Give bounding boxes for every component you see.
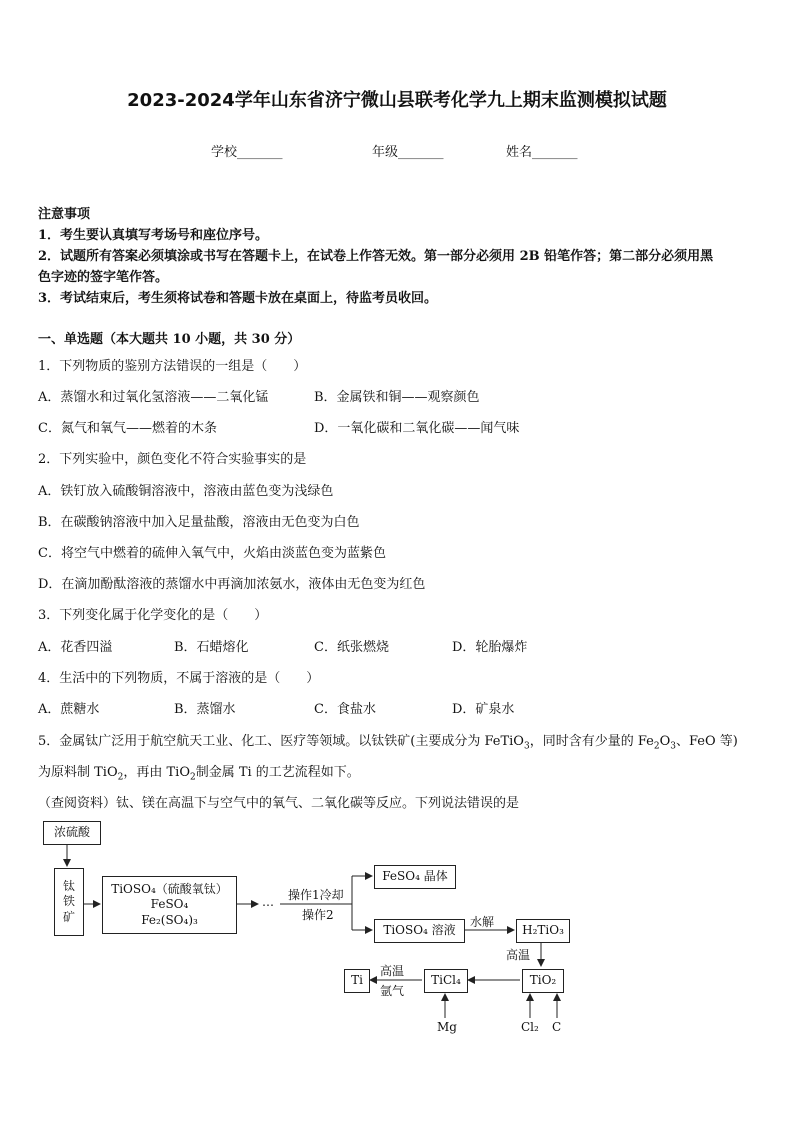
feso4-crystal-box: FeSO₄ 晶体 <box>374 865 456 889</box>
option-b: B．在碳酸钠溶液中加入足量盐酸，溶液由无色变为白色 <box>38 515 360 530</box>
high-temp-label: 高温 <box>506 948 531 962</box>
titanium-box: Ti <box>344 969 370 993</box>
section-heading: 一、单选题（本大题共 10 小题，共 30 分） <box>38 332 301 347</box>
operation1-label: 操作1冷却 <box>288 888 344 902</box>
notice-item: 色字迹的签字笔作答。 <box>38 270 169 285</box>
question-stem: 3．下列变化属于化学变化的是（ ） <box>38 608 268 623</box>
option-c: C．食盐水 <box>314 702 376 717</box>
ilmenite-box: 钛 铁 矿 <box>54 868 84 936</box>
option-c: C．将空气中燃着的硫伸入氧气中，火焰由淡蓝色变为蓝紫色 <box>38 546 386 561</box>
option-a: A．蔗糖水 <box>38 702 100 717</box>
notice-item: 3．考试结束后，考生须将试卷和答题卡放在桌面上，待监考员收回。 <box>38 291 438 306</box>
option-c: C．氮气和氧气——燃着的木条 <box>38 421 217 436</box>
option-b: B．蒸馏水 <box>174 702 236 717</box>
argon-label: 氩气 <box>380 984 405 998</box>
h2tio3-box: H₂TiO₃ <box>516 919 570 943</box>
option-b: B．石蜡熔化 <box>174 640 249 655</box>
option-d: D．在滴加酚酞溶液的蒸馏水中再滴加浓氨水，液体由无色变为红色 <box>38 577 426 592</box>
option-d: D．一氧化碳和二氧化碳——闻气味 <box>314 421 520 436</box>
carbon-label: C <box>552 1020 562 1034</box>
tioso4-solution-box: TiOSO₄ 溶液 <box>374 919 465 943</box>
page-title: 2023-2024学年山东省济宁微山县联考化学九上期末监测模拟试题 <box>127 90 667 111</box>
high-temp-label: 高温 <box>380 964 405 978</box>
name-field: 姓名_______ <box>506 145 578 160</box>
mg-label: Mg <box>437 1020 457 1034</box>
operation2-label: 操作2 <box>302 908 334 922</box>
ellipsis: … <box>262 895 274 909</box>
mixture-line: FeSO₄ <box>150 897 189 912</box>
option-b: B．金属铁和铜——观察颜色 <box>314 390 480 405</box>
question-stem: 5．金属钛广泛用于航空航天工业、化工、医疗等领域。以钛铁矿(主要成分为 FeTiO$_3$，同时含有少量的 $Fe_2O_3$、FeO 等) <box>38 734 738 752</box>
question-stem: 4．生活中的下列物质，不属于溶液的是（ ） <box>38 671 320 686</box>
option-c: C．纸张燃烧 <box>314 640 389 655</box>
option-d: D．轮胎爆炸 <box>452 640 528 655</box>
option-a: A．铁钉放入硫酸铜溶液中，溶液由蓝色变为浅绿色 <box>38 484 334 499</box>
question-stem-cont: 为原料制 TiO$_2$，再由 TiO$_2$制金属 Ti 的工艺流程如下。 <box>38 765 360 783</box>
notice-heading: 注意事项 <box>38 207 91 222</box>
option-d: D．矿泉水 <box>452 702 515 717</box>
option-a: A．蒸馏水和过氧化氢溶液——二氧化锰 <box>38 390 269 405</box>
cl2-label: Cl₂ <box>521 1020 539 1034</box>
question-note: （查阅资料）钛、镁在高温下与空气中的氧气、二氧化碳等反应。下列说法错误的是 <box>38 796 520 811</box>
process-flow-diagram <box>36 816 596 1046</box>
concentrated-sulfuric-acid-box: 浓硫酸 <box>43 821 101 845</box>
mixture-line: Fe₂(SO₄)₃ <box>141 912 198 927</box>
mixture-box <box>102 876 237 934</box>
ticl4-box: TiCl₄ <box>424 969 468 993</box>
mixture-line: TiOSO₄（硫酸氧钛） <box>111 881 228 896</box>
notice-item: 1．考生要认真填写考场号和座位序号。 <box>38 228 269 243</box>
school-field: 学校_______ <box>211 145 283 160</box>
question-stem: 1．下列物质的鉴别方法错误的一组是（ ） <box>38 359 307 374</box>
notice-item: 2．试题所有答案必须填涂或书写在答题卡上，在试卷上作答无效。第一部分必须用 2B 铅笔作答；第二部分必须用黑 <box>38 249 714 264</box>
option-a: A．花香四溢 <box>38 640 113 655</box>
tio2-box: TiO₂ <box>522 969 564 993</box>
hydrolysis-label: 水解 <box>470 915 495 929</box>
question-stem: 2．下列实验中，颜色变化不符合实验事实的是 <box>38 452 307 467</box>
grade-field: 年级_______ <box>372 145 444 160</box>
